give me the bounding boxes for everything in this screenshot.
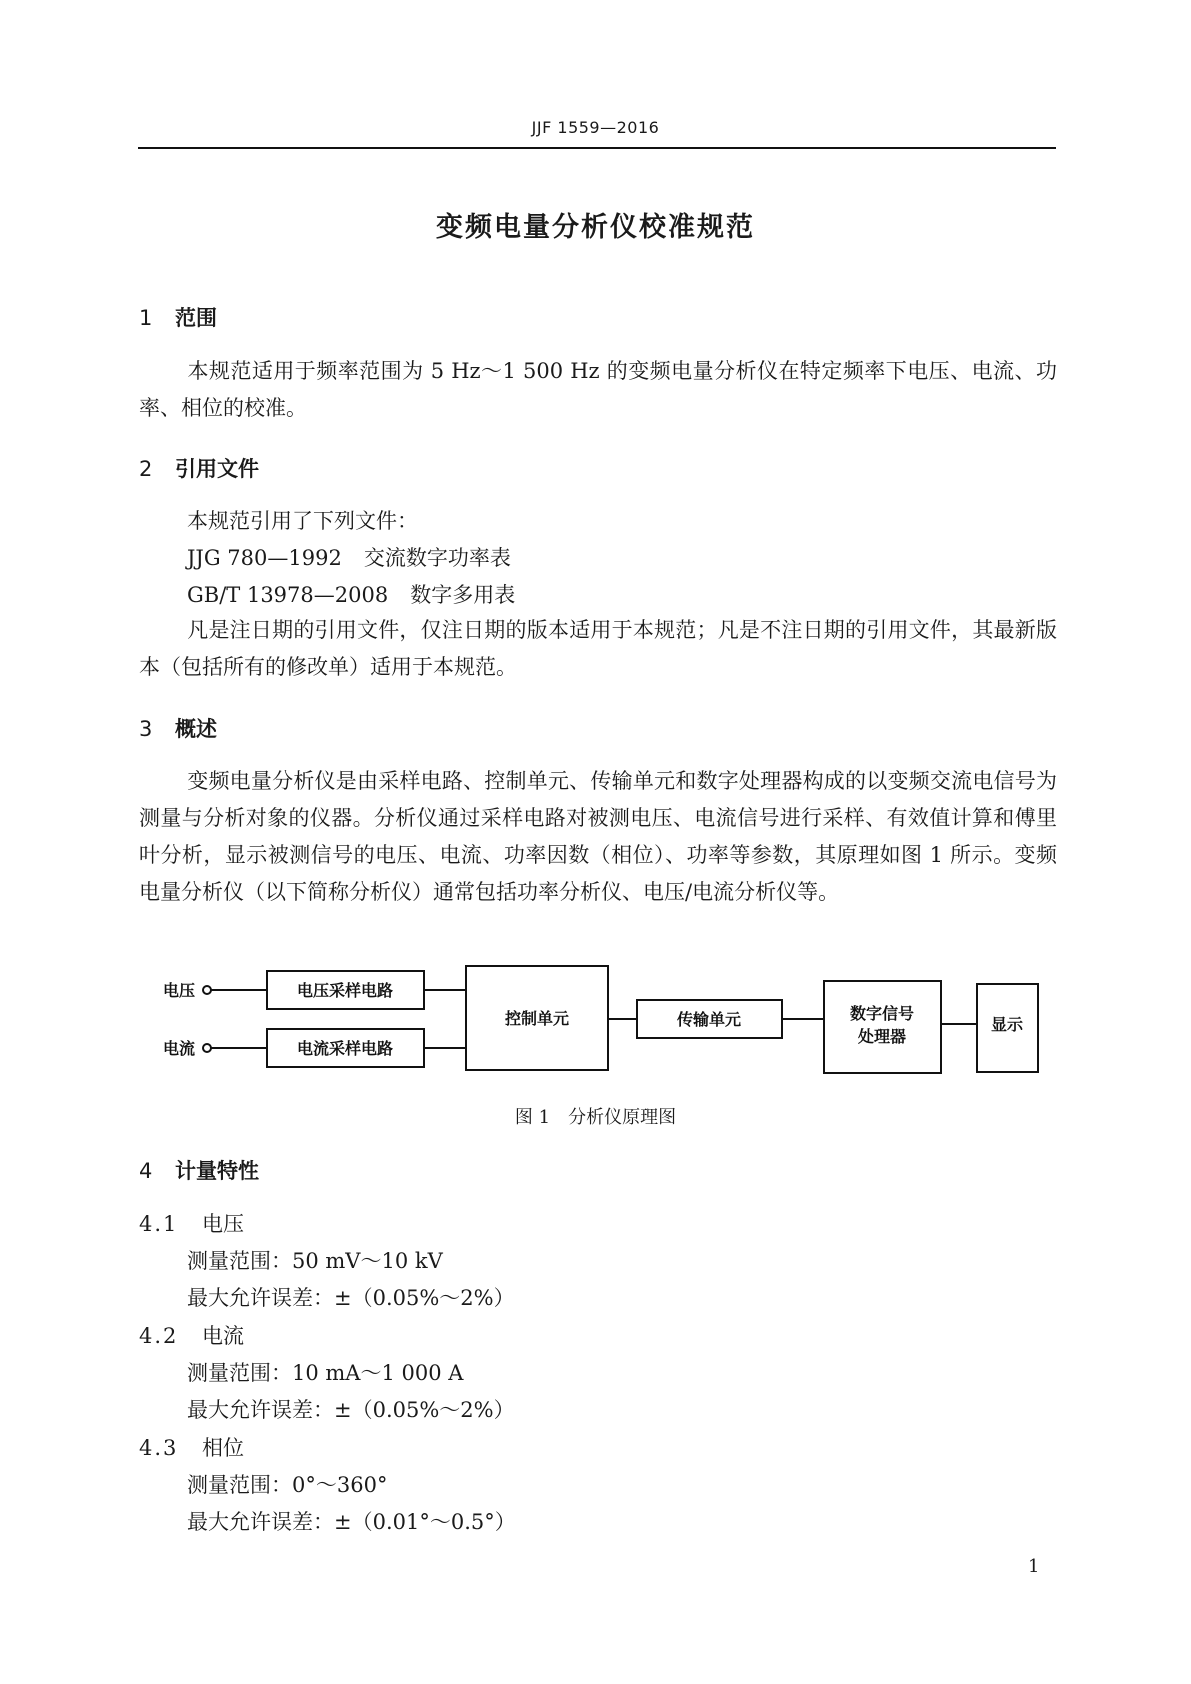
subsection-number: 4.3: [139, 1436, 179, 1460]
voltage-terminal-icon: [203, 986, 211, 994]
reference-name: 交流数字功率表: [363, 546, 511, 570]
display-label: 显示: [990, 1015, 1024, 1034]
measurement-range: 测量范围：0°～360°: [187, 1473, 388, 1497]
subsection-4-3-heading: [139, 1432, 244, 1462]
subsection-title: 相位: [202, 1436, 244, 1460]
paragraph-text: 本规范适用于频率范围为 5 Hz～1 500 Hz 的变频电量分析仪在特定频率下电压、电流、功率、相位的校准。: [139, 359, 1057, 420]
transmission-unit-label: 传输单元: [676, 1010, 742, 1029]
section-3-paragraph: [139, 763, 1057, 911]
voltage-input-label: 电压: [163, 981, 196, 1000]
section-number: 1: [139, 306, 153, 330]
subsection-title: 电压: [202, 1212, 244, 1236]
figure-number: 图 1: [514, 1107, 551, 1128]
section-title: 引用文件: [175, 457, 259, 481]
subsection-4-2-heading: [139, 1320, 244, 1350]
reference-item: [187, 579, 515, 609]
reference-name: 数字多用表: [410, 583, 516, 607]
subsection-title: 电流: [202, 1324, 244, 1348]
section-2-paragraph: [139, 612, 1057, 686]
voltage-sampling-label: 电压采样电路: [296, 981, 394, 1000]
dsp-label-line2: 处理器: [857, 1027, 907, 1046]
section-1-heading: [139, 302, 217, 332]
current-input-label: 电流: [163, 1039, 196, 1058]
section-title: 计量特性: [175, 1159, 259, 1183]
section-1-paragraph: [139, 353, 1057, 427]
block-diagram: [0, 960, 1191, 1080]
reference-code: JJG 780—1992: [187, 546, 342, 570]
max-permissible-error: 最大允许误差：±（0.05%～2%）: [187, 1286, 515, 1310]
control-unit-label: 控制单元: [504, 1009, 570, 1028]
references-intro: 本规范引用了下列文件：: [187, 509, 418, 533]
measurement-range: 测量范围：50 mV～10 kV: [187, 1249, 443, 1273]
document-title: 变频电量分析仪校准规范: [436, 212, 755, 243]
section-title: 概述: [175, 717, 217, 741]
subsection-number: 4.2: [139, 1324, 179, 1348]
paragraph-text: 凡是注日期的引用文件，仅注日期的版本适用于本规范；凡是不注日期的引用文件，其最新版本（包括所有的修改单）适用于本规范。: [139, 618, 1057, 679]
section-4-heading: [139, 1155, 259, 1185]
header-rule: [138, 147, 1056, 149]
subsection-4-1-heading: [139, 1208, 244, 1238]
section-title: 范围: [175, 306, 217, 330]
reference-item: [187, 542, 511, 572]
section-number: 4: [139, 1159, 153, 1183]
max-permissible-error: 最大允许误差：±（0.01°～0.5°）: [187, 1510, 516, 1534]
figure-caption-text: 分析仪原理图: [568, 1107, 677, 1128]
current-terminal-icon: [203, 1044, 211, 1052]
paragraph-text: 变频电量分析仪是由采样电路、控制单元、传输单元和数字处理器构成的以变频交流电信号为测量与分析对象的仪器。分析仪通过采样电路对被测电压、电流信号进行采样、有效值计算和傅里叶分析，显示被测信号的电压、电流、功率因数（相位）、功率等参数，其原理如图 1 所示。变频电量分析仪（以下简称分析仪）通常包括功率分析仪、电压/电流分析仪等。: [139, 769, 1057, 904]
dsp-label-line1: 数字信号: [849, 1004, 915, 1023]
section-3-heading: [139, 713, 217, 743]
section-number: 2: [139, 457, 153, 481]
current-sampling-label: 电流采样电路: [296, 1039, 394, 1058]
section-number: 3: [139, 717, 153, 741]
reference-code: GB/T 13978—2008: [187, 583, 389, 607]
section-2-heading: [139, 453, 259, 483]
page-header: JJF 1559—2016: [531, 118, 660, 137]
measurement-range: 测量范围：10 mA～1 000 A: [187, 1361, 464, 1385]
subsection-number: 4.1: [139, 1212, 179, 1236]
figure-caption: [0, 1103, 1191, 1129]
max-permissible-error: 最大允许误差：±（0.05%～2%）: [187, 1398, 515, 1422]
page-number: 1: [1028, 1556, 1040, 1577]
